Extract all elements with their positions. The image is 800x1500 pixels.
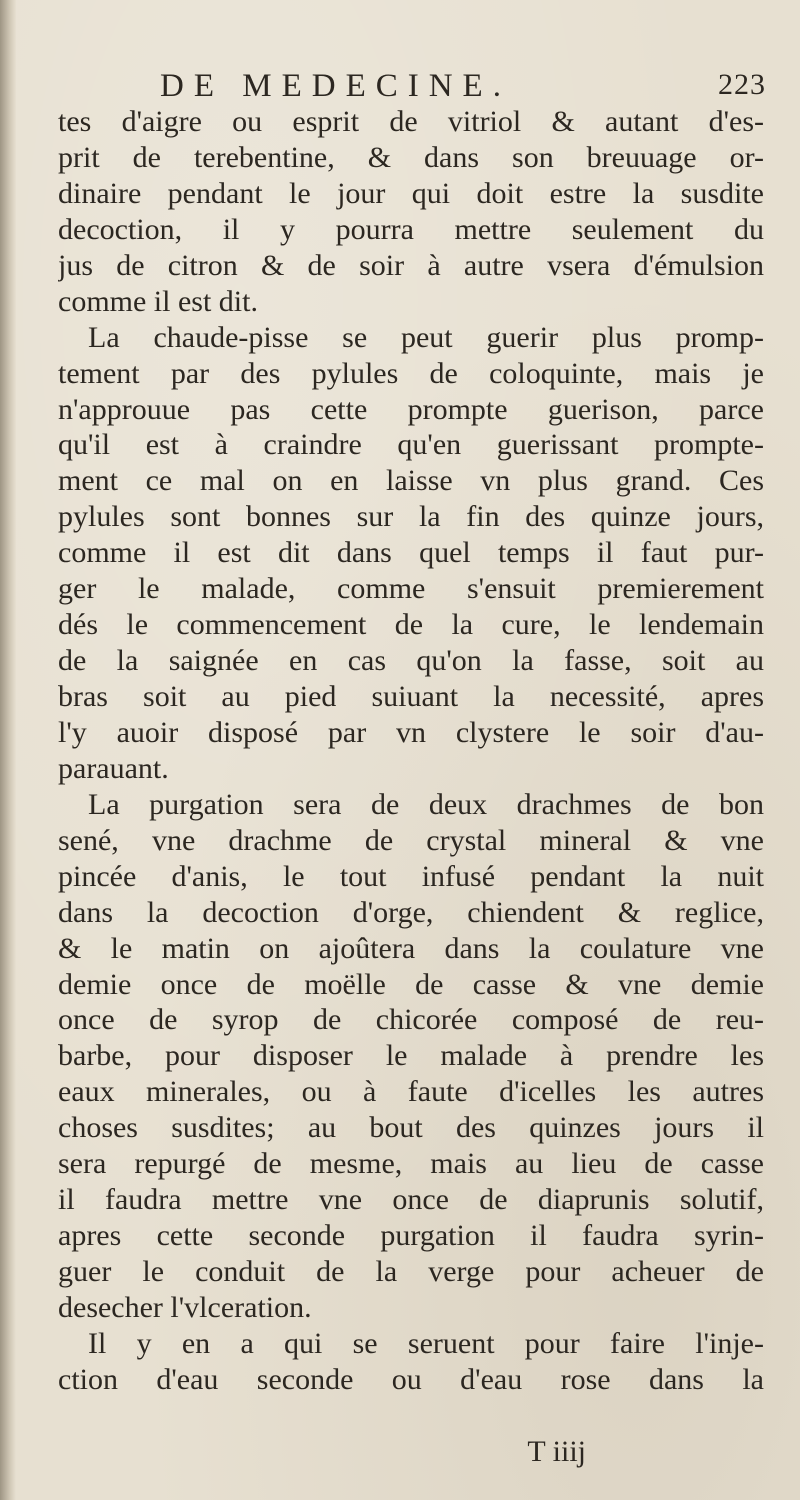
text-line: ment ce mal on en laisse vn plus grand. Ces [58, 464, 764, 498]
text-line: La chaude-pisse se peut guerir plus promp- [88, 320, 764, 354]
signature-mark: T iiij [527, 1435, 586, 1468]
text-line: choses susdites; au bout des quinzes jours il [58, 1111, 764, 1145]
text-line: il faudra mettre vne once de diaprunis solutif, [58, 1183, 764, 1217]
text-line: comme il est dit. [58, 284, 258, 318]
text-line: dés le commencement de la cure, le lendemain [58, 608, 764, 642]
paragraph-2 [58, 320, 764, 787]
text-line: pincée d'anis, le tout infusé pendant la nuit [58, 859, 764, 893]
running-title: DE MEDECINE. [160, 68, 511, 104]
text-line: parauant. [58, 751, 169, 785]
text-line: jus de citron & de soir à autre vsera d'émulsion [58, 248, 764, 282]
body-text [58, 104, 764, 1398]
paragraph-4 [58, 1326, 764, 1398]
text-line: ger le malade, comme s'ensuit premierement [58, 572, 764, 606]
text-line: desecher l'vlceration. [58, 1290, 312, 1324]
text-line: sené, vne drachme de crystal mineral & vne [58, 823, 764, 857]
text-line: La purgation sera de deux drachmes de bon [88, 787, 764, 821]
text-line: demie once de moëlle de casse & vne demie [58, 967, 764, 1001]
text-line: ction d'eau seconde ou d'eau rose dans la [58, 1362, 764, 1396]
text-line: & le matin on ajoûtera dans la coulature vne [58, 931, 764, 965]
text-line: sera repurgé de mesme, mais au lieu de casse [58, 1147, 764, 1181]
text-line: prit de terebentine, & dans son breuuage or- [58, 140, 764, 174]
text-line: tes d'aigre ou esprit de vitriol & autant d'es- [58, 105, 764, 138]
text-line: barbe, pour disposer le malade à prendre les [58, 1039, 764, 1073]
text-line: apres cette seconde purgation il faudra syrin- [58, 1219, 764, 1253]
text-line: l'y auoir disposé par vn clystere le soir d'au- [58, 715, 764, 749]
text-line: de la saignée en cas qu'on la fasse, soit au [58, 644, 764, 678]
text-line: dans la decoction d'orge, chiendent & reglice, [58, 895, 764, 929]
text-line: decoction, il y pourra mettre seulement du [58, 212, 764, 246]
paragraph-1 [58, 104, 764, 320]
text-line: Il y en a qui se seruent pour faire l'inje- [88, 1326, 764, 1360]
text-line: pylules sont bonnes sur la fin des quinze jours, [58, 500, 764, 534]
text-line: comme il est dit dans quel temps il faut pur- [58, 536, 764, 570]
text-line: qu'il est à craindre qu'en guerissant prompte- [58, 428, 764, 462]
text-line: once de syrop de chicorée composé de reu- [58, 1003, 764, 1037]
text-line: n'approuue pas cette prompte guerison, parce [58, 392, 764, 426]
paragraph-3 [58, 787, 764, 1326]
text-line: guer le conduit de la verge pour acheuer de [58, 1255, 764, 1288]
page-number: 223 [718, 68, 766, 101]
text-line: bras soit au pied suiuant la necessité, apres [58, 680, 764, 713]
text-line: eaux minerales, ou à faute d'icelles les autres [58, 1075, 764, 1109]
text-line: dinaire pendant le jour qui doit estre la susdite [58, 176, 764, 210]
binding-gutter [0, 0, 16, 1500]
text-line: tement par des pylules de coloquinte, mais je [58, 356, 764, 390]
